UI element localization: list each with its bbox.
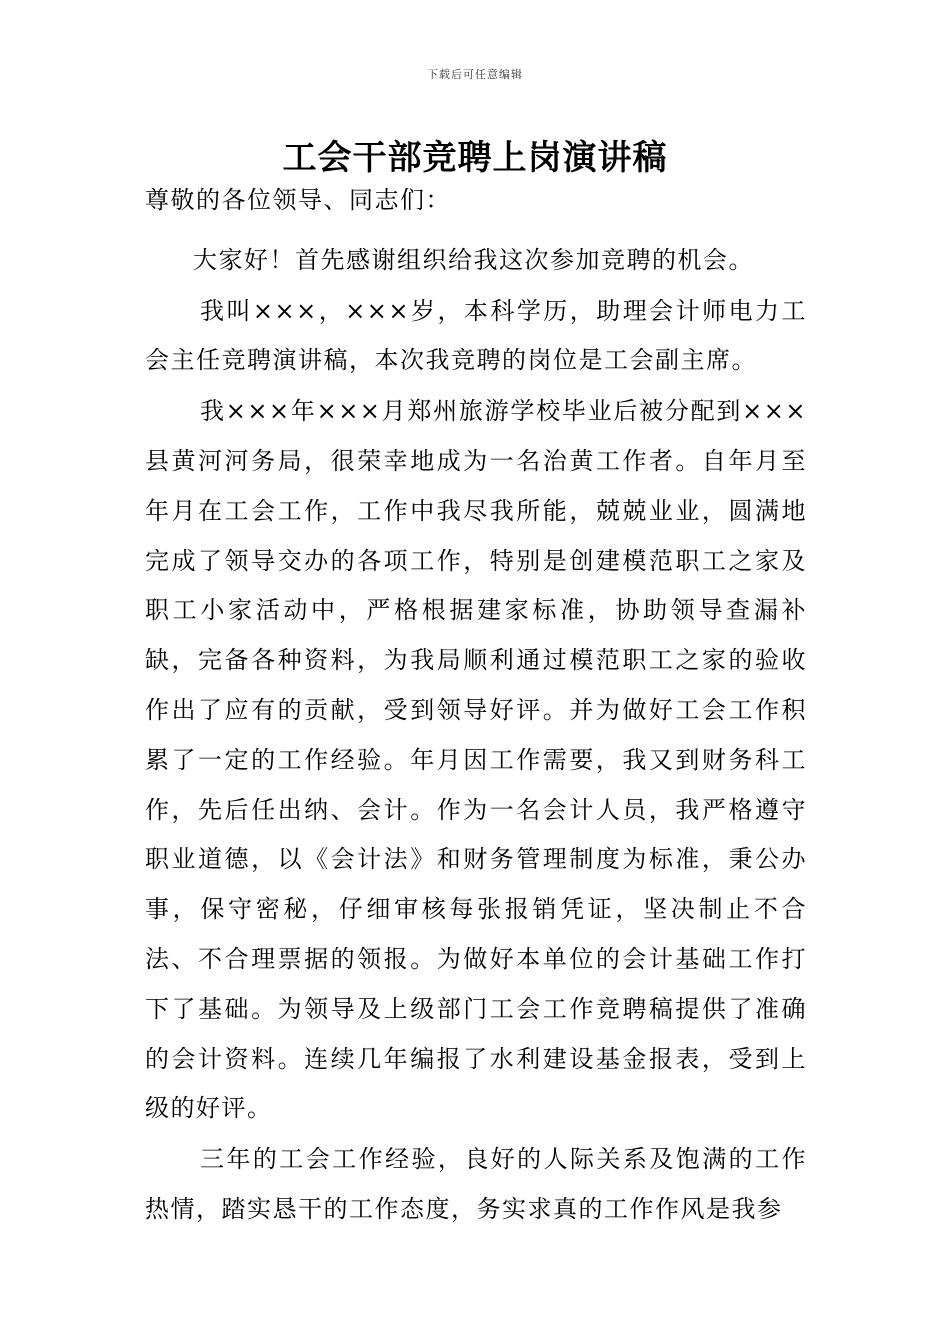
header-note: 下载后可任意编辑 bbox=[427, 68, 523, 81]
paragraph-greeting: 大家好！首先感谢组织给我这次参加竞聘的机会。 bbox=[193, 245, 754, 274]
paragraph-qualifications: 三年的工会工作经验，良好的人际关系及饱满的工作热情，踏实恳干的工作态度，务实求真的工作作风是我参 bbox=[145, 1145, 807, 1223]
salutation: 尊敬的各位领导、同志们： bbox=[145, 186, 451, 214]
paragraph-experience: 我×××年×××月郑州旅游学校毕业后被分配到×××县黄河河务局，很荣幸地成为一名治黄工作者。自年月至年月在工会工作，工作中我尽我所能，兢兢业业，圆满地完成了领导交办的各项工作，特别是创建模范职工之家及职工小家活动中，严格根据建家标准，协助领导查漏补缺，完备各种资料，为我局顺利通过模范职工之家的验收作出了应有的贡献，受到领导好评。并为做好工会工作积累了一定的工作经验。年月因工作需要，我又到财务科工作，先后任出纳、会计。作为一名会计人员，我严格遵守职业道德，以《会计法》和财务管理制度为标准，秉公办事，保守密秘，仔细审核每张报销凭证，坚决制止不合法、不合理票据的领报。为做好本单位的会计基础工作打下了基础。为领导及上级部门工会工作竞聘稿提供了准确的会计资料。连续几年编报了水利建设基金报表，受到上级的好评。 bbox=[145, 397, 807, 1123]
paragraph-introduction: 我叫×××，×××岁，本科学历，助理会计师电力工会主任竞聘演讲稿，本次我竞聘的岗位是工会副主席。 bbox=[145, 296, 807, 375]
document-body bbox=[145, 176, 807, 1235]
page-title: 工会干部竞聘上岗演讲稿 bbox=[282, 138, 668, 178]
